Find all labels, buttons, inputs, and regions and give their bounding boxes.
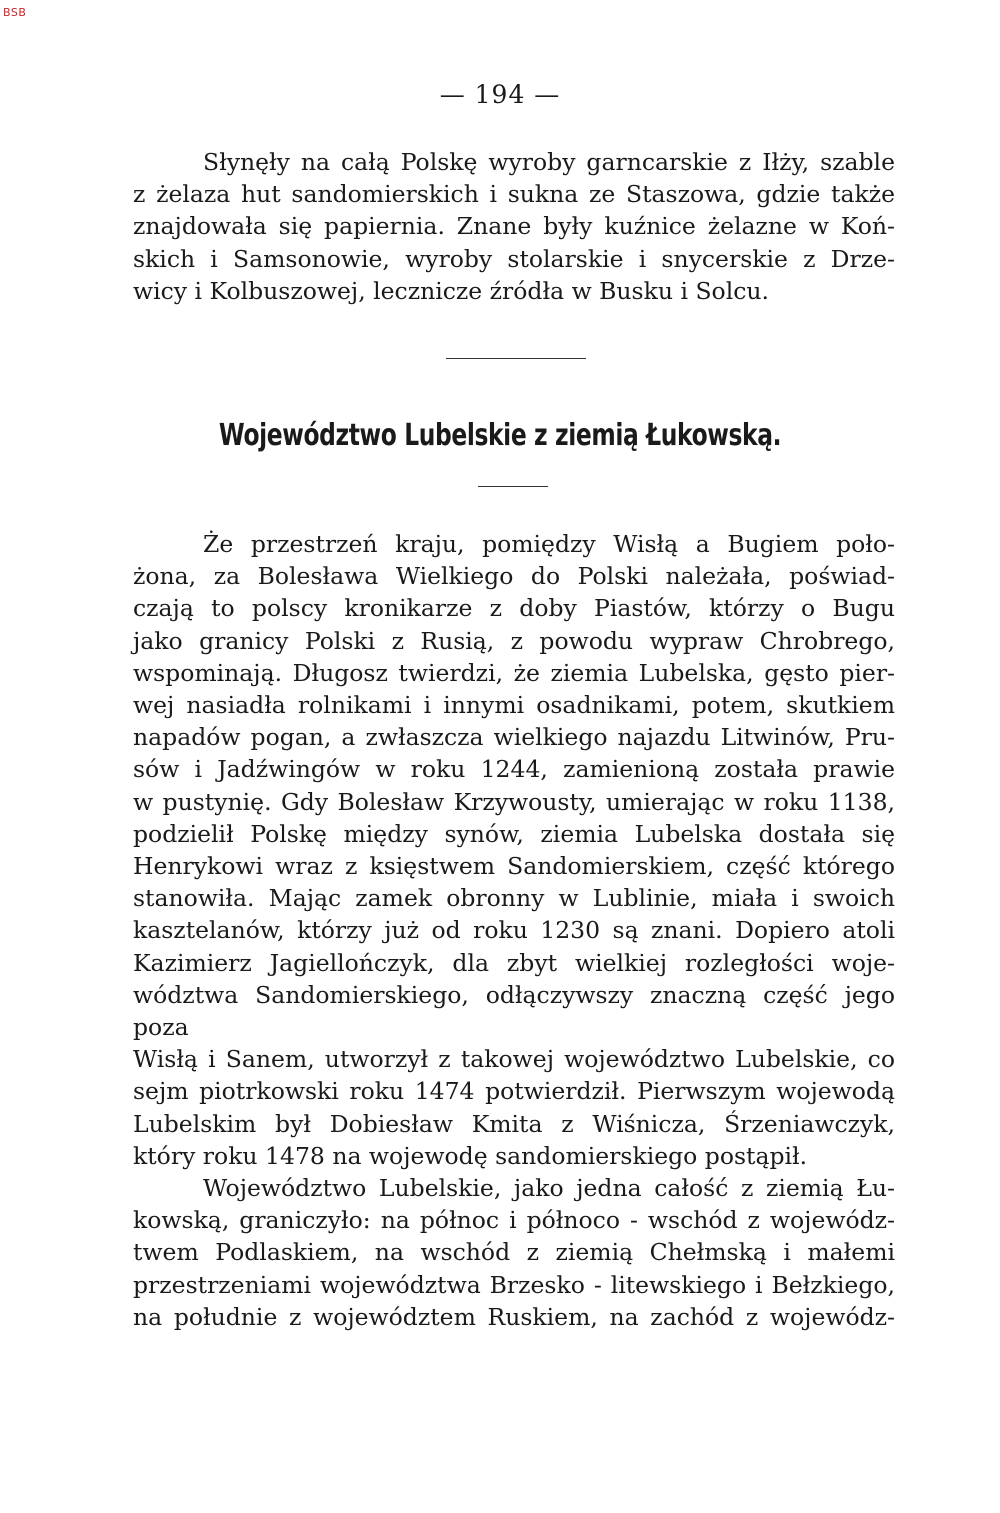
text-line: kowską, graniczyło: na północ i północo - wschód z wojewódz- [133,1206,895,1235]
section-heading: Województwo Lubelskie z ziemią Łukowską. [218,418,782,453]
text-line: wództwa Sandomierskiego, odłączywszy znaczną część jego poza [133,980,895,1042]
text-line: który roku 1478 na wojewodę sandomierskiego postąpił. [133,1141,808,1170]
text-line: wej nasiadła rolnikami i innymi osadnikami, potem, skutkiem [133,691,895,720]
text-line: kasztelanów, którzy już od roku 1230 są znani. Dopiero atoli [133,916,895,945]
text-line: znajdowała się papiernia. Znane były kuźnice żelazne w Koń- [133,212,895,241]
text-line: Wisłą i Sanem, utworzył z takowej województwo Lubelskie, co [133,1045,895,1074]
text-line: na południe z województem Ruskiem, na zachód z wojewódz- [133,1302,895,1331]
text-line: Lubelskim był Dobiesław Kmita z Wiśnicza, Śrzeniawczyk, [133,1109,895,1138]
page-number: — 194 — [439,80,561,109]
paragraph-1 [133,528,895,1333]
text-line: napadów pogan, a zwłaszcza wielkiego najazdu Litwinów, Pru- [133,723,895,752]
text-line: skich i Samsonowie, wyroby stolarskie i snycerskie z Drze- [133,244,895,273]
text-line: żona, za Bolesława Wielkiego do Polski należała, poświad- [133,562,895,591]
text-line: czają to polscy kronikarze z doby Piastów, którzy o Bugu [133,594,895,623]
library-stamp: BSB [3,6,27,19]
text-line: jako granicy Polski z Rusią, z powodu wypraw Chrobrego, [133,626,895,655]
text-line: przestrzeniami województwa Brzesko - litewskiego i Bełzkiego, [133,1270,895,1299]
text-line: Że przestrzeń kraju, pomiędzy Wisłą a Bugiem poło- [203,530,895,558]
text-line: z żelaza hut sandomierskich i sukna ze Staszowa, gdzie także [133,180,895,209]
text-line: stanowiła. Mając zamek obronny w Lublinie, miała i swoich [133,884,895,913]
heading-underline-rule [478,486,548,487]
text-line: Województwo Lubelskie, jako jedna całość z ziemią Łu- [203,1174,895,1203]
text-line: wspominają. Długosz twierdzi, że ziemia Lubelska, gęsto pier- [133,658,895,687]
intro-paragraph [133,146,895,307]
text-line: Słynęły na całą Polskę wyroby garncarskie z Iłży, szable [203,148,895,176]
section-divider [446,358,586,359]
text-line: sów i Jadźwingów w roku 1244, zamienioną została prawie [133,755,895,784]
text-line: Kazimierz Jagiellończyk, dla zbyt wielkiej rozległości woje- [133,948,895,977]
text-line: w pustynię. Gdy Bolesław Krzywousty, umierając w roku 1138, [133,787,895,816]
text-line: twem Podlaskiem, na wschód z ziemią Chełmską i małemi [133,1238,895,1267]
text-line: sejm piotrkowski roku 1474 potwierdził. Pierwszym wojewodą [133,1077,895,1106]
text-line: wicy i Kolbuszowej, lecznicze źródła w Busku i Solcu. [133,276,769,305]
text-line: podzielił Polskę między synów, ziemia Lubelska dostała się [133,819,895,848]
text-line: Henrykowi wraz z księstwem Sandomierskiem, część którego [133,852,895,881]
